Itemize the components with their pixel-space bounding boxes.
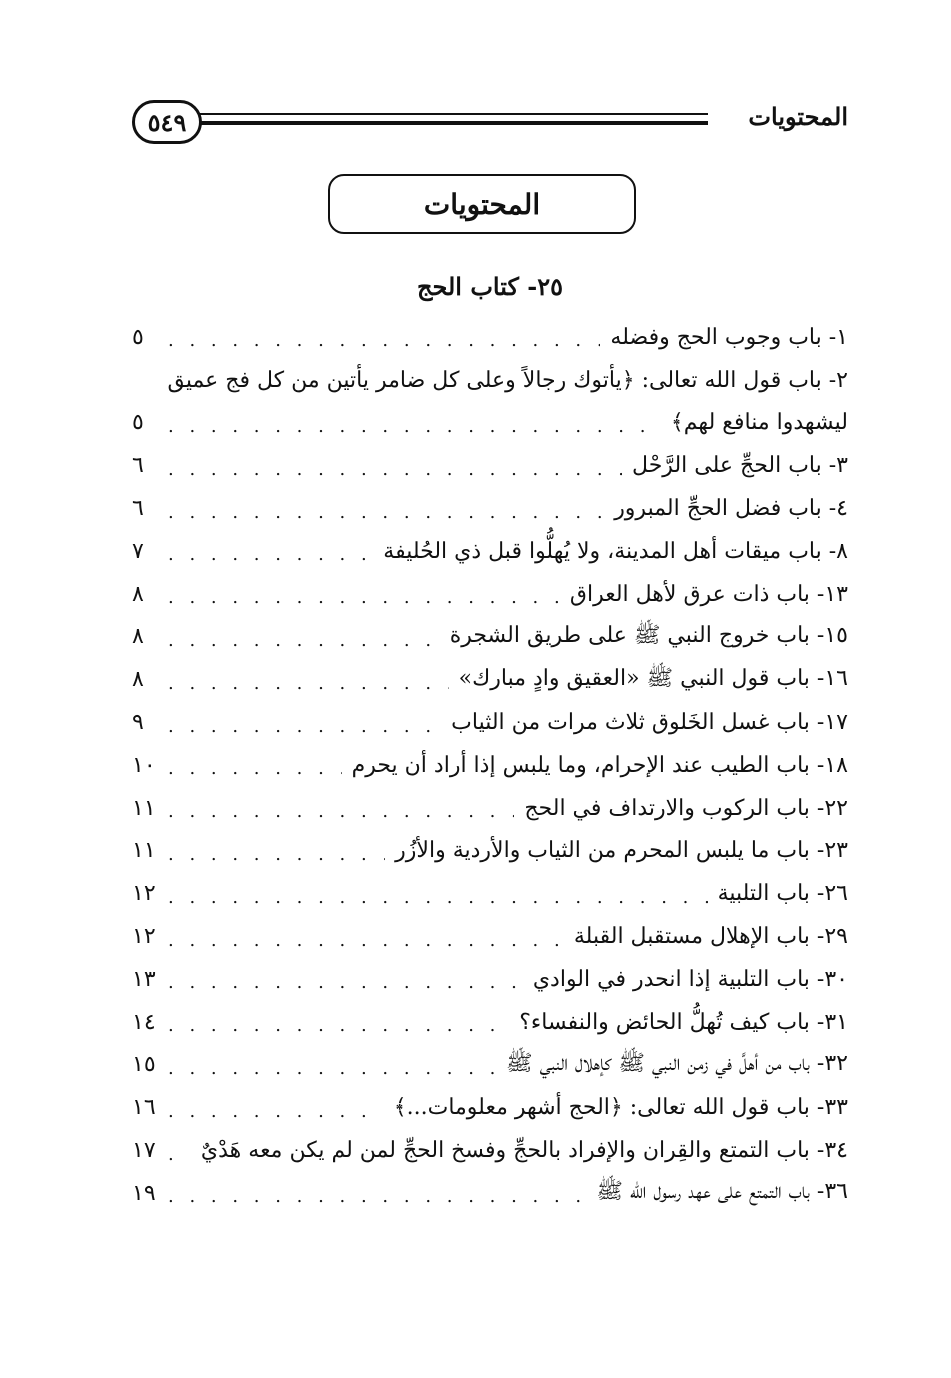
dot-leader [168,587,560,609]
dot-leader [168,544,373,566]
entry-page-number: ١١ [132,838,156,864]
running-title: المحتويات [748,102,848,131]
entry-page-number: ١٧ [132,1138,156,1164]
toc-entry [132,402,848,445]
dot-leader [168,716,441,738]
toc-entry [132,1044,848,1087]
toc-entry [132,701,848,744]
dot-leader [168,459,622,481]
section-heading: ٢٥- كتاب الحج [417,272,563,301]
toc-entry [132,316,848,359]
entry-page-number: ١٤ [132,1009,156,1035]
toc-entry [132,573,848,616]
dot-leader [168,416,661,438]
entry-page-number: ٦ [132,453,144,479]
toc-entry [132,1086,848,1129]
dot-leader [168,1058,496,1080]
entry-title: ٣٤- باب التمتع والقِران والإفراد بالحجِّ وفسخ الحجِّ لمن لم يكن معه هَدْيٌ [200,1138,848,1164]
toc-entry [132,487,848,530]
toc-entry [132,915,848,958]
entry-title: ٢- باب قول الله تعالى: ﴿يأتوك رجالاً وعلى كل ضامر يأتين من كل فج عميق [167,367,848,393]
toc-entry [132,530,848,573]
entry-page-number: ٦ [132,496,144,522]
entry-title: ١٦- باب قول النبي ﷺ «العقيق وادٍ مبارك» [458,665,848,691]
toc-entry [132,1129,848,1172]
entry-page-number: ٨ [132,581,144,607]
dot-leader [168,1144,191,1166]
entry-title: ١٧- باب غسل الخَلوق ثلاث مرات من الثياب [451,710,848,736]
toc-entry [132,359,848,402]
contents-list [132,316,848,1215]
toc-entry [132,1172,848,1215]
entry-page-number: ١٥ [132,1052,156,1078]
entry-title: ١٥- باب خروج النبي ﷺ على طريق الشجرة [449,622,848,648]
entry-title: ٣- باب الحجِّ على الرَّحْل [632,453,848,479]
entry-title: ٣٣- باب قول الله تعالى: ﴿الحج أشهر معلومات...﴾ [393,1095,848,1121]
running-header [132,100,848,146]
dot-leader [168,844,385,866]
page-number: ٥٤٩ [132,100,202,144]
dot-leader [168,330,600,352]
header-rule [200,113,708,123]
entry-page-number: ٩ [132,710,144,736]
toc-entry [132,658,848,701]
entry-page-number: ١٢ [132,881,156,907]
dot-leader [168,1015,509,1037]
entry-title: ليشهدوا منافع لهم﴾ [670,410,848,436]
dot-leader [168,887,708,909]
toc-entry [132,616,848,659]
toc-entry [132,830,848,873]
entry-title: ١٨- باب الطيب عند الإحرام، وما يلبس إذا أراد أن يحرم [351,752,848,778]
entry-page-number: ٥ [132,410,144,436]
dot-leader [168,673,449,695]
entry-page-number: ٥ [132,324,144,350]
entry-title: ٣١- باب كيف تُهلُّ الحائض والنفساء؟ [519,1009,848,1035]
dot-leader [168,1186,586,1208]
entry-title: ٤- باب فضل الحجِّ المبرور [614,496,848,522]
toc-entry [132,444,848,487]
entry-page-number: ٧ [132,538,144,564]
dot-leader [168,630,440,652]
entry-title: ٣٢- باب من أهلَّ في زمن النبي ﷺ كإهلال النبي ﷺ [506,1050,848,1076]
page-title: المحتويات [328,174,636,234]
entry-title: ٨- باب ميقات أهل المدينة، ولا يُهلُّوا قبل ذي الحُليفة [383,538,848,564]
toc-entry [132,872,848,915]
toc-entry [132,744,848,787]
entry-page-number: ٨ [132,667,144,693]
entry-title: ٢٩- باب الإهلال مستقبل القبلة [573,924,848,950]
toc-entry [132,1001,848,1044]
entry-page-number: ١٠ [132,752,156,778]
entry-title: ١- باب وجوب الحج وفضله [610,324,848,350]
entry-page-number: ٨ [132,624,144,650]
dot-leader [168,801,514,823]
entry-title: ٢٦- باب التلبية [717,881,848,907]
entry-title: ٢٣- باب ما يلبس المحرم من الثياب والأردية والأزُر [395,838,848,864]
entry-page-number: ١٩ [132,1180,156,1206]
entry-title: ٣٠- باب التلبية إذا انحدر في الوادي [532,966,848,992]
entry-page-number: ١١ [132,795,156,821]
entry-title: ٢٢- باب الركوب والارتداف في الحج [524,795,848,821]
entry-page-number: ١٢ [132,924,156,950]
entry-page-number: ١٣ [132,966,156,992]
dot-leader [168,758,342,780]
dot-leader [168,1101,384,1123]
entry-title: ٣٦- باب التمتع على عهد رسول الله ﷺ [596,1179,848,1205]
dot-leader [168,930,564,952]
toc-entry [132,958,848,1001]
entry-page-number: ١٦ [132,1095,156,1121]
entry-title: ١٣- باب ذات عرق لأهل العراق [569,581,848,607]
dot-leader [168,972,523,994]
toc-entry [132,787,848,830]
dot-leader [168,502,604,524]
